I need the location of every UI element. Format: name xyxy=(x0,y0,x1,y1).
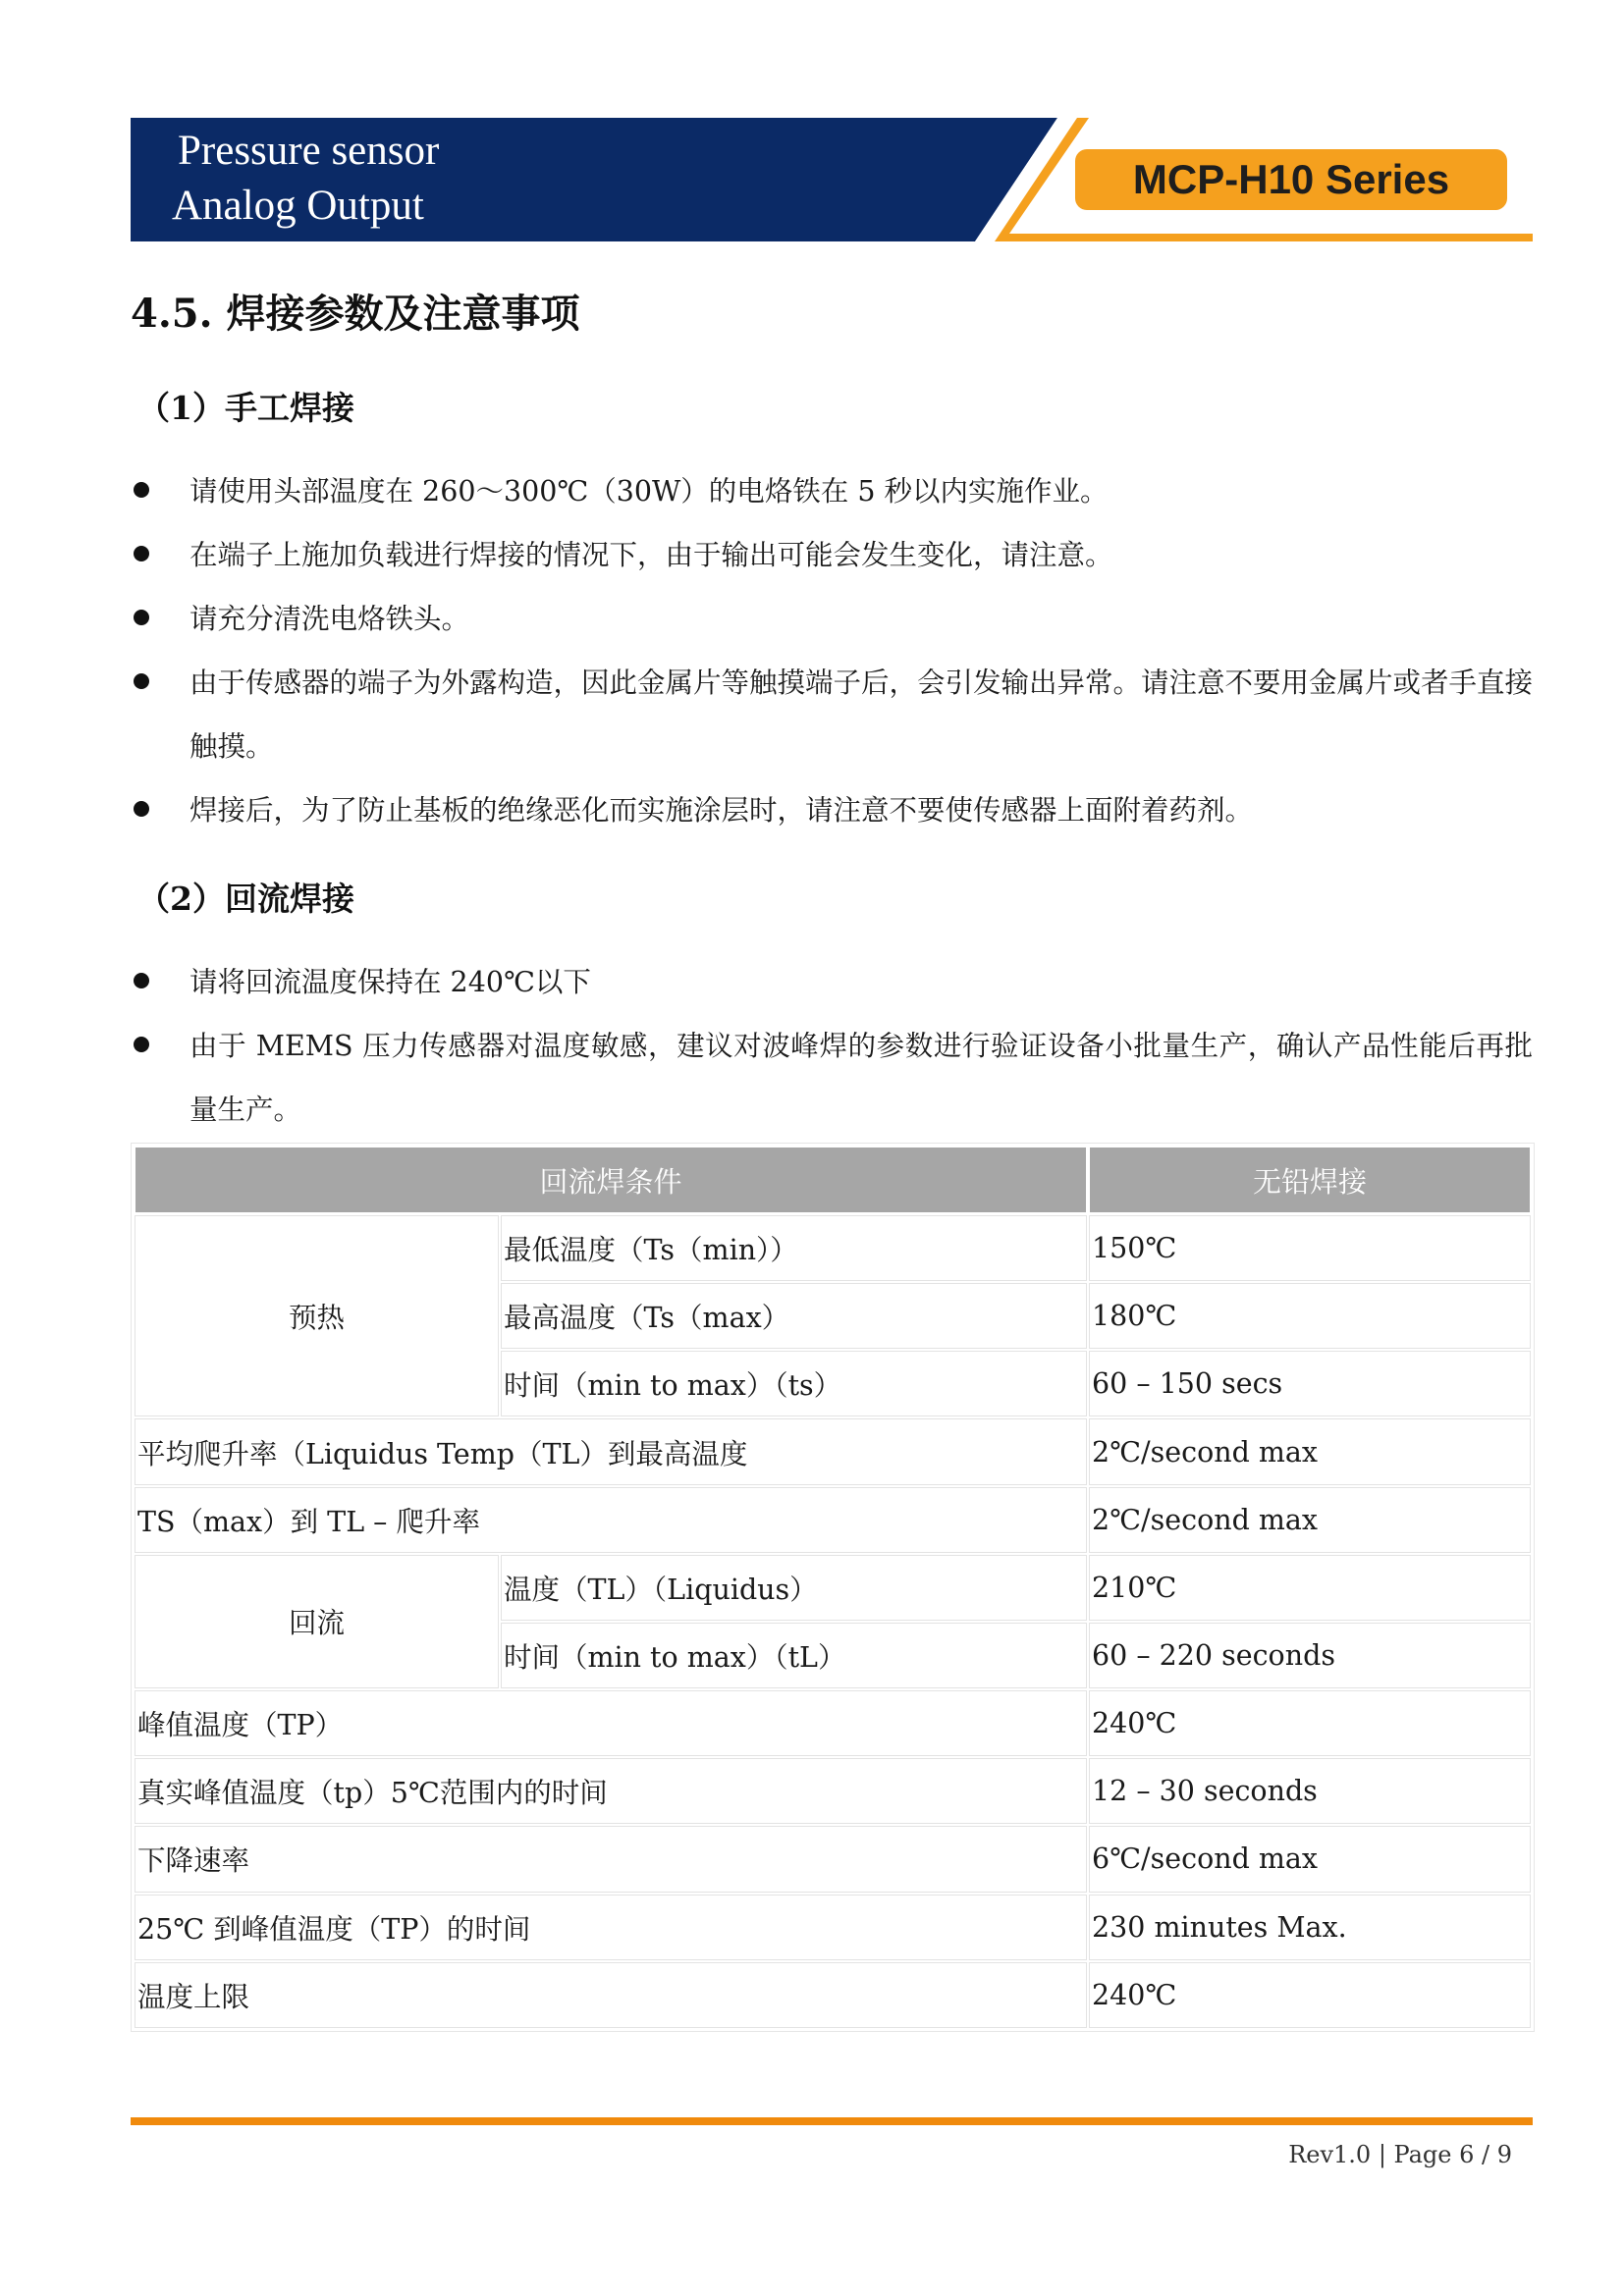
value-cell: 60 – 150 secs xyxy=(1090,1352,1530,1415)
reflow-bullet-list xyxy=(131,950,1533,1142)
param-cell: 温度上限 xyxy=(135,1963,1086,2027)
value-cell: 2℃/second max xyxy=(1090,1419,1530,1483)
param-cell: 真实峰值温度（tp）5℃范围内的时间 xyxy=(135,1759,1086,1823)
footer-divider xyxy=(131,2117,1533,2125)
bullet-icon xyxy=(134,482,149,498)
param-cell: 平均爬升率（Liquidus Temp（TL）到最高温度 xyxy=(135,1419,1086,1483)
series-badge: MCP-H10 Series xyxy=(1075,149,1507,210)
preheat-label: 预热 xyxy=(135,1216,498,1415)
table-header-row xyxy=(135,1148,1530,1212)
page-header xyxy=(131,118,1533,241)
table-row xyxy=(135,1963,1530,2027)
header-lead-free: 无铅焊接 xyxy=(1090,1148,1530,1212)
param-cell: 最低温度（Ts（min）） xyxy=(502,1216,1086,1280)
bullet-text: 由于 MEMS 压力传感器对温度敏感，建议对波峰焊的参数进行验证设备小批量生产，确认产品性能后再批量生产。 xyxy=(189,1030,1533,1126)
list-item xyxy=(131,950,1533,1014)
value-cell: 230 minutes Max. xyxy=(1090,1896,1530,1959)
value-cell: 6℃/second max xyxy=(1090,1827,1530,1891)
section-title: 4.5. 焊接参数及注意事项 xyxy=(131,291,580,337)
subsection-title-manual: （1）手工焊接 xyxy=(137,389,354,427)
bullet-icon xyxy=(134,801,149,817)
bullet-text: 请充分清洗电烙铁头。 xyxy=(189,603,470,635)
list-item xyxy=(131,459,1533,523)
manual-bullet-list xyxy=(131,459,1533,842)
header-line-2: Analog Output xyxy=(172,183,424,229)
page-number: Rev1.0 | Page 6 / 9 xyxy=(1288,2141,1512,2168)
param-cell: TS（max）到 TL – 爬升率 xyxy=(135,1488,1086,1552)
bullet-icon xyxy=(134,1037,149,1052)
list-item xyxy=(131,651,1533,778)
table-row xyxy=(135,1896,1530,1959)
value-cell: 150℃ xyxy=(1090,1216,1530,1280)
list-item xyxy=(131,587,1533,651)
table-row xyxy=(135,1556,1530,1620)
value-cell: 240℃ xyxy=(1090,1963,1530,2027)
value-cell: 12 – 30 seconds xyxy=(1090,1759,1530,1823)
table-row xyxy=(135,1216,1530,1280)
param-cell: 最高温度（Ts（max） xyxy=(502,1284,1086,1348)
bullet-text: 焊接后，为了防止基板的绝缘恶化而实施涂层时，请注意不要使传感器上面附着药剂。 xyxy=(189,794,1254,827)
bullet-text: 请使用头部温度在 260～300℃（30W）的电烙铁在 5 秒以内实施作业。 xyxy=(189,475,1109,507)
bullet-text: 请将回流温度保持在 240℃以下 xyxy=(189,966,591,998)
value-cell: 240℃ xyxy=(1090,1691,1530,1755)
bullet-icon xyxy=(134,546,149,561)
table-row xyxy=(135,1827,1530,1891)
table-row xyxy=(135,1488,1530,1552)
param-cell: 25℃ 到峰值温度（TP）的时间 xyxy=(135,1896,1086,1959)
value-cell: 180℃ xyxy=(1090,1284,1530,1348)
bullet-text: 由于传感器的端子为外露构造，因此金属片等触摸端子后，会引发输出异常。请注意不要用金属片或者手直接触摸。 xyxy=(189,667,1534,763)
list-item xyxy=(131,778,1533,842)
param-cell: 时间（min to max）（ts） xyxy=(502,1352,1086,1415)
param-cell: 峰值温度（TP） xyxy=(135,1691,1086,1755)
header-title xyxy=(172,124,440,234)
reflow-conditions-table xyxy=(132,1144,1534,2031)
list-item xyxy=(131,523,1533,587)
param-cell: 下降速率 xyxy=(135,1827,1086,1891)
bullet-icon xyxy=(134,973,149,988)
header-condition: 回流焊条件 xyxy=(135,1148,1086,1212)
param-cell: 温度（TL）（Liquidus） xyxy=(502,1556,1086,1620)
header-line-1: Pressure sensor xyxy=(178,128,440,174)
table-row xyxy=(135,1759,1530,1823)
bullet-text: 在端子上施加负载进行焊接的情况下，由于输出可能会发生变化，请注意。 xyxy=(189,539,1113,571)
value-cell: 2℃/second max xyxy=(1090,1488,1530,1552)
list-item xyxy=(131,1014,1533,1142)
subsection-title-reflow: （2）回流焊接 xyxy=(137,880,354,918)
bullet-icon xyxy=(134,673,149,689)
value-cell: 210℃ xyxy=(1090,1556,1530,1620)
value-cell: 60 – 220 seconds xyxy=(1090,1624,1530,1687)
table-row xyxy=(135,1691,1530,1755)
param-cell: 时间（min to max）（tL） xyxy=(502,1624,1086,1687)
bullet-icon xyxy=(134,610,149,625)
reflow-label: 回流 xyxy=(135,1556,498,1687)
table-row xyxy=(135,1419,1530,1483)
